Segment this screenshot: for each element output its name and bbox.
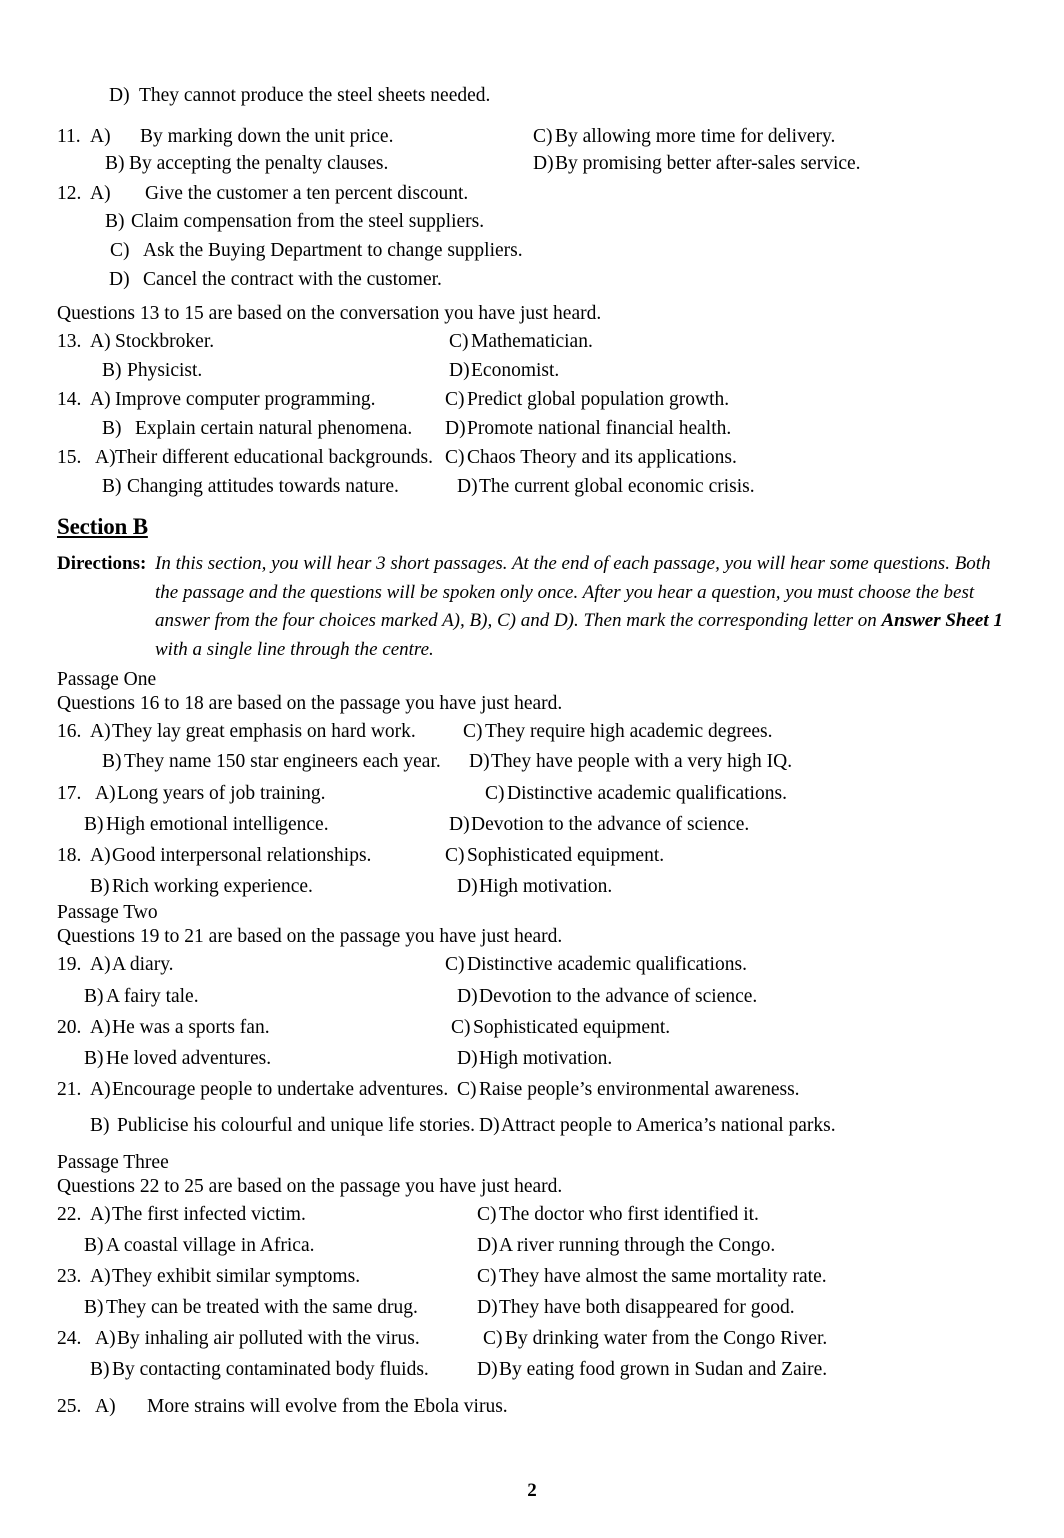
option-label-a: A) [90,845,111,866]
option-label-a: A) [95,1396,116,1417]
question-13-row-b [57,361,1007,390]
question-17-row-b [57,815,1007,846]
question-14-number: 14. [57,389,82,410]
passage-two-title: Passage Two [57,902,158,923]
option-label-a: A) [90,1017,111,1038]
option-text-b: Changing attitudes towards nature. [127,476,399,497]
question-13-number: 13. [57,331,82,352]
question-24-row-a [57,1329,1007,1360]
question-17-row-a [57,784,1007,815]
option-label-c: C) [457,1079,477,1100]
question-20-row-b [57,1049,1007,1080]
question-12-row-d [57,270,1007,304]
option-text-c: Sophisticated equipment. [467,845,665,866]
question-12-number: 12. [57,182,82,204]
option-label-b: B) [84,1048,104,1069]
option-label-c: C) [445,389,465,410]
question-12-row-c [57,241,1007,270]
question-15-number: 15. [57,447,82,468]
option-text-c: Distinctive academic qualifications. [467,954,747,975]
question-15-row-a [57,448,1007,477]
option-label-b: B) [84,1297,104,1318]
option-text-a: By marking down the unit price. [140,125,394,147]
question-19-row-b [57,987,1007,1018]
option-text-c: By allowing more time for delivery. [555,125,836,147]
option-label-b: B) [84,1235,104,1256]
option-text-a: They lay great emphasis on hard work. [112,721,416,742]
question-22-row-b [57,1236,1007,1267]
option-label-a: A) [90,389,111,410]
option-label: D) [109,85,130,106]
option-label-b: B) [105,152,125,174]
option-label-b: B) [102,751,122,772]
option-label-d: D) [477,1235,498,1256]
question-11-number: 11. [57,125,81,147]
option-text-d: They have people with a very high IQ. [491,751,793,772]
option-label-b: B) [105,210,125,232]
option-text-b: They name 150 star engineers each year. [124,751,441,772]
question-21-row-b [57,1116,1007,1153]
option-text-a: Give the customer a ten percent discount. [145,182,469,204]
option-label-d: D) [457,876,478,897]
question-15-row-b [57,477,1007,512]
option-text-b: He loved adventures. [106,1048,272,1069]
question-11-row-a [57,127,1007,154]
question-13-row-a [57,332,1007,361]
option-text-d: Devotion to the advance of science. [479,986,758,1007]
option-text-a: Stockbroker. [115,331,215,352]
option-text-b: Rich working experience. [112,876,313,897]
option-text-a: Encourage people to undertake adventures. [112,1079,449,1100]
section-b-heading-wrap [57,514,1007,540]
question-19-row-a [57,955,1007,987]
option-text-c: They require high academic degrees. [485,721,773,742]
option-text-a: Improve computer programming. [115,389,376,410]
question-20-number: 20. [57,1017,82,1038]
option-label-c: C) [445,845,465,866]
question-21-row-a [57,1080,1007,1116]
option-text-a: They exhibit similar symptoms. [112,1266,361,1287]
option-label-a: A) [95,447,116,468]
question-25-number: 25. [57,1396,82,1417]
option-label-c: C) [110,239,130,261]
question-19-number: 19. [57,954,82,975]
option-label-c: C) [445,954,465,975]
option-label-d: D) [469,751,490,772]
option-text-b: Claim compensation from the steel suppliers. [131,210,485,232]
option-label-b: B) [90,1359,110,1380]
option-text-c: Sophisticated equipment. [473,1017,671,1038]
directions-label: Directions: [57,553,147,574]
option-text-a: More strains will evolve from the Ebola virus. [147,1396,508,1417]
option-text-d: By eating food grown in Sudan and Zaire. [499,1359,828,1380]
option-label-d: D) [457,476,478,497]
option-label-a: A) [90,1266,111,1287]
question-16-number: 16. [57,721,82,742]
option-label-d: D) [479,1115,500,1136]
option-label-c: C) [463,721,483,742]
option-text-b: A fairy tale. [106,986,199,1007]
option-text-d: The current global economic crisis. [479,476,755,497]
option-label-c: C) [483,1328,503,1349]
question-18-row-b [57,877,1007,903]
option-label-c: C) [477,1204,497,1225]
option-text-c: Chaos Theory and its applications. [467,447,737,468]
question-24-row-b [57,1360,1007,1397]
option-label-d: D) [477,1297,498,1318]
option-label-c: C) [445,447,465,468]
question-17-number: 17. [57,783,82,804]
option-label-c: C) [485,783,505,804]
option-text-a: By inhaling air polluted with the virus. [117,1328,420,1349]
question-16-row-b [57,752,1007,784]
option-text-a: Their different educational backgrounds. [115,447,434,468]
option-text-d: High motivation. [479,876,613,897]
option-text-b: High emotional intelligence. [106,814,329,835]
directions-text-part1: In this section, you will hear 3 short passages. At the end of each passage, you will hear some questions. Both the passage and the questions will be spoken only once. After you hear a question, you must choose the best answer from the four choices marked A), B), C) and D). Then mark the corresponding letter on [155,553,991,631]
option-label-a: A) [95,1328,116,1349]
option-text-b: Explain certain natural phenomena. [135,418,413,439]
option-text: They cannot produce the steel sheets needed. [138,85,491,106]
question-12-row-b [57,212,1007,241]
question-11-row-b [57,154,1007,184]
question-25-row-a [57,1397,1007,1428]
option-text-d: Economist. [471,360,560,381]
questions-13-15-intro: Questions 13 to 15 are based on the conversation you have just heard. [57,302,602,324]
section-b-directions [57,550,1007,664]
passage-two-intro: Questions 19 to 21 are based on the passage you have just heard. [57,925,563,947]
option-label-c: C) [451,1017,471,1038]
option-label-b: B) [90,876,110,897]
passage-one-title: Passage One [57,669,157,690]
option-text-c: Predict global population growth. [467,389,730,410]
option-text-b: Physicist. [127,360,203,381]
option-text-c: Raise people’s environmental awareness. [479,1079,800,1100]
option-text-a: A diary. [112,954,174,975]
option-text-c: Mathematician. [471,331,593,352]
option-label-a: A) [90,1204,111,1225]
question-24-number: 24. [57,1328,82,1349]
option-label-b: B) [102,476,122,497]
option-label-c: C) [449,331,469,352]
question-23-number: 23. [57,1266,82,1287]
option-label-a: A) [90,954,111,975]
option-text-d: Devotion to the advance of science. [471,814,750,835]
option-text-a: Good interpersonal relationships. [112,845,372,866]
option-label-a: A) [90,182,111,204]
option-text-d: They have both disappeared for good. [499,1297,795,1318]
option-label-a: A) [90,721,111,742]
option-label-a: A) [90,1079,111,1100]
directions-text [155,550,1007,664]
option-label-d: D) [449,814,470,835]
option-label-a: A) [90,331,111,352]
option-text-b: By accepting the penalty clauses. [129,152,389,174]
question-22-number: 22. [57,1204,82,1225]
question-12-row-a [57,184,1007,212]
option-label-b: B) [84,814,104,835]
option-text-c: By drinking water from the Congo River. [505,1328,828,1349]
option-text-b: They can be treated with the same drug. [106,1297,418,1318]
option-label-b: B) [102,418,122,439]
directions-answer-sheet-emphasis: Answer Sheet 1 [881,610,1003,631]
option-text-d: Cancel the contract with the customer. [143,268,442,290]
option-label-d: D) [109,268,130,290]
option-text-d: High motivation. [479,1048,613,1069]
option-label-d: D) [449,360,470,381]
option-text-a: Long years of job training. [117,783,326,804]
option-label-d: D) [457,1048,478,1069]
option-text-d: By promising better after-sales service. [555,152,861,174]
option-label-d: D) [533,152,554,174]
passage-one-intro: Questions 16 to 18 are based on the passage you have just heard. [57,692,563,714]
option-text-c: Distinctive academic qualifications. [507,783,787,804]
page-number: 2 [527,1480,537,1501]
question-20-row-a [57,1018,1007,1049]
option-text-c: They have almost the same mortality rate. [499,1266,827,1287]
option-text-a: He was a sports fan. [112,1017,270,1038]
section-b-heading: Section B [57,514,148,539]
option-label-d: D) [457,986,478,1007]
option-text-c: The doctor who first identified it. [499,1204,759,1225]
carryover-option-d [57,86,1007,106]
option-text-d: Attract people to America’s national parks. [501,1115,836,1136]
option-label-a: A) [90,125,111,147]
question-14-row-b [57,419,1007,448]
option-text-b: A coastal village in Africa. [106,1235,315,1256]
option-label-d: D) [477,1359,498,1380]
question-18-row-a [57,846,1007,877]
option-label-c: C) [477,1266,497,1287]
option-text-d: Promote national financial health. [467,418,732,439]
question-21-number: 21. [57,1079,82,1100]
option-label-a: A) [95,783,116,804]
option-label-b: B) [84,986,104,1007]
page-content [57,86,1007,1428]
option-text-c: Ask the Buying Department to change suppliers. [143,239,523,261]
option-label-b: B) [90,1115,110,1136]
directions-text-part2: with a single line through the centre. [155,638,434,660]
question-18-number: 18. [57,845,82,866]
question-14-row-a [57,390,1007,419]
option-text-a: The first infected victim. [112,1204,306,1225]
question-23-row-b [57,1298,1007,1329]
option-label-c: C) [533,125,553,147]
option-text-b: Publicise his colourful and unique life stories. [117,1115,475,1136]
question-22-row-a [57,1205,1007,1236]
question-16-row-a [57,722,1007,752]
passage-three-title: Passage Three [57,1152,169,1173]
option-text-d: A river running through the Congo. [499,1235,776,1256]
option-label-b: B) [102,360,122,381]
option-text-b: By contacting contaminated body fluids. [112,1359,429,1380]
passage-three-intro: Questions 22 to 25 are based on the passage you have just heard. [57,1175,563,1197]
option-label-d: D) [445,418,466,439]
question-23-row-a [57,1267,1007,1298]
